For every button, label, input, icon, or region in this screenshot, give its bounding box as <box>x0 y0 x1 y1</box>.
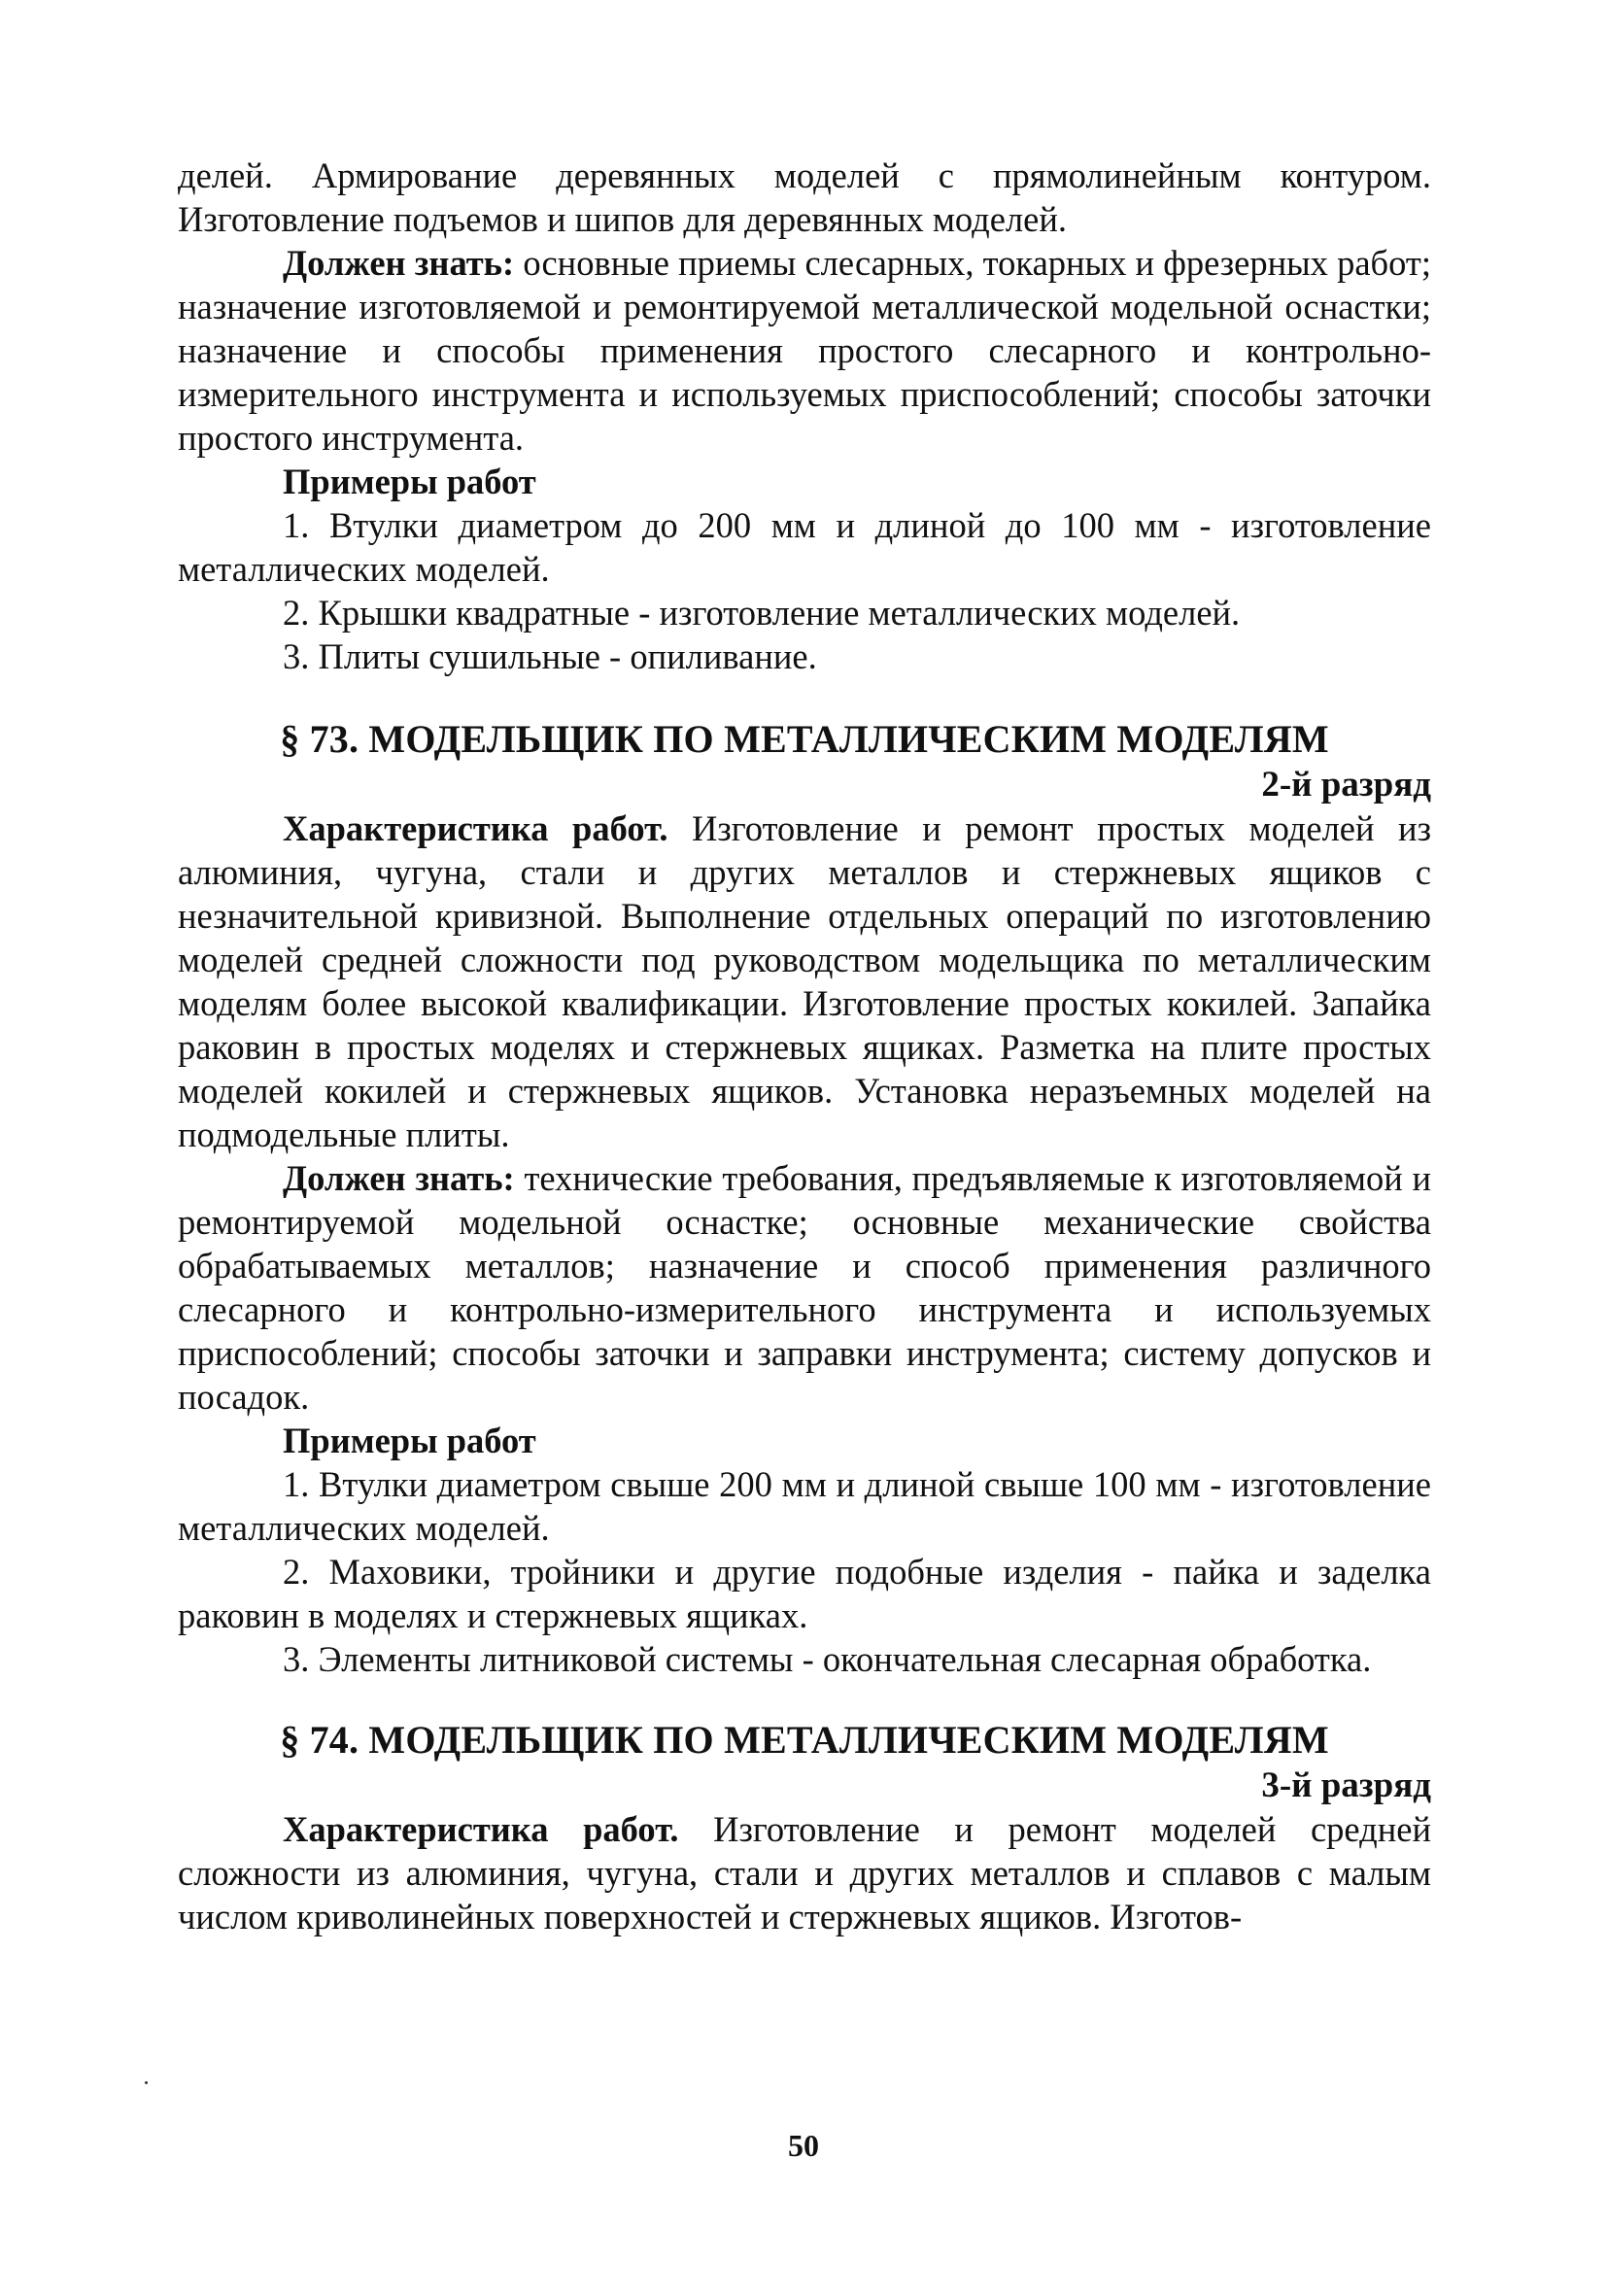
characteristics-label: Характеристика работ. <box>283 808 668 848</box>
section-73-must-know <box>178 1156 1431 1419</box>
characteristics-label: Характеристика работ. <box>283 1809 679 1849</box>
intro-continuation: делей. Армирование деревянных моделей с прямолинейным контуром. Изготовление подъемов и шипов для деревянных моделей. <box>178 155 1431 239</box>
page-number: 50 <box>788 2128 819 2163</box>
characteristics-text: Изготовление и ремонт моделей средней сложности из алюминия, чугуна, стали и других металлов и сплавов с малым числом криволинейных поверхностей и стержневых ящиков. Изготов- <box>178 1809 1431 1936</box>
section-74-title: § 74. МОДЕЛЬЩИК ПО МЕТАЛЛИЧЕСКИМ МОДЕЛЯМ <box>280 1718 1329 1762</box>
section-73-example-item: 2. Маховики, тройники и другие подобные изделия - пайка и заделка раковин в моделях и стержневых ящиках. <box>178 1552 1431 1635</box>
section-73-example-item: 3. Элементы литниковой системы - окончательная слесарная обработка. <box>283 1639 1372 1679</box>
intro-example-item: 2. Крышки квадратные - изготовление металлических моделей. <box>283 593 1241 633</box>
document-page <box>178 154 1431 1938</box>
intro-example-item: 3. Плиты сушильные - опиливание. <box>283 636 817 676</box>
intro-must-know <box>178 241 1431 460</box>
must-know-label: Должен знать: <box>283 243 515 283</box>
section-74-characteristics <box>178 1807 1431 1938</box>
intro-example-item: 1. Втулки диаметром до 200 мм и длиной до 100 мм - изготовление металлических моделей. <box>178 505 1431 589</box>
section-73-examples-title: Примеры работ <box>283 1421 536 1460</box>
must-know-label: Должен знать: <box>283 1158 515 1198</box>
section-74-grade: 3-й разряд <box>1261 1765 1431 1805</box>
scan-speck <box>145 2081 148 2084</box>
section-73-grade: 2-й разряд <box>1261 765 1431 805</box>
intro-examples-title: Примеры работ <box>283 462 536 501</box>
section-73-title: § 73. МОДЕЛЬЩИК ПО МЕТАЛЛИЧЕСКИМ МОДЕЛЯМ <box>280 717 1329 761</box>
must-know-text: технические требования, предъявляемые к изготовляемой и ремонтируемой модельной оснастке; основные механические свойства обрабатываемых металлов; назначение и способ применения различного слесарного и контрольно-измерительного инструмента и используемых приспособлений; способы заточки и заправки инструмента; систему допусков и посадок. <box>178 1158 1432 1417</box>
section-73-example-item: 1. Втулки диаметром свыше 200 мм и длиной свыше 100 мм - изготовление металлических моделей. <box>178 1464 1431 1548</box>
section-73-characteristics <box>178 806 1431 1156</box>
must-know-text: основные приемы слесарных, токарных и фрезерных работ; назначение изготовляемой и ремонтируемой металлической модельной оснастки; назначение и способы применения простого слесарного и контрольно-измерительного инструмента и используемых приспособлений; способы заточки простого инструмента. <box>178 243 1431 458</box>
characteristics-text: Изготовление и ремонт простых моделей из алюминия, чугуна, стали и других металлов и стержневых ящиков с незначительной кривизной. Выполнение отдельных операций по изготовлению моделей средней сложности под руководством модельщика по металлическим моделям более высокой квалификации. Изготовление простых кокилей. Запайка раковин в простых моделях и стержневых ящиках. Разметка на плите простых моделей кокилей и стержневых ящиков. Установка неразъемных моделей на подмодельные плиты. <box>178 808 1431 1154</box>
